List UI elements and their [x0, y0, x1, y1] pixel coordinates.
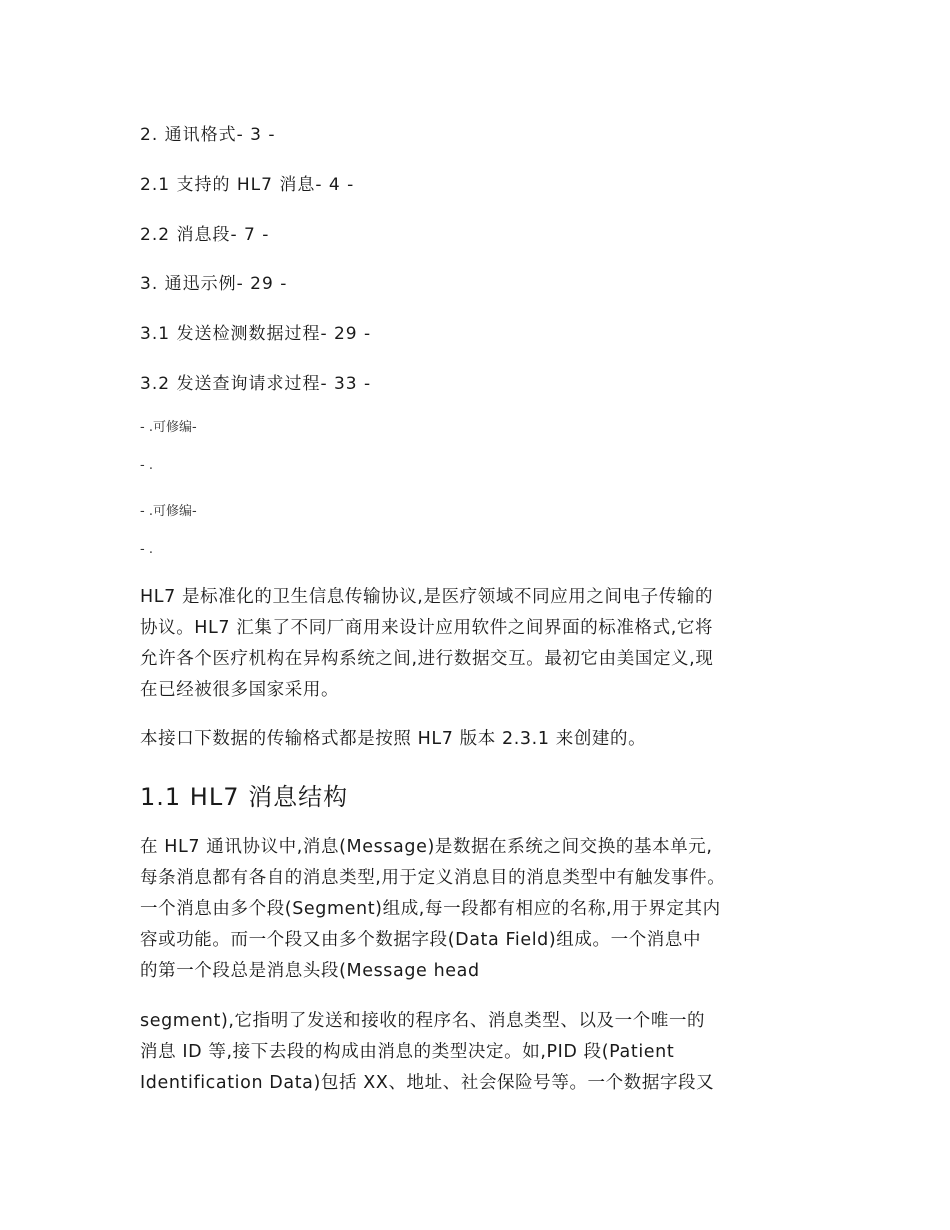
- page-marker-note: - .: [140, 458, 153, 473]
- toc-item-communication-examples: 3. 通迅示例- 29 -: [140, 274, 288, 294]
- text-line: 的第一个段总是消息头段(Message head: [140, 961, 480, 981]
- text-line: 在 HL7 通讯协议中,消息(Message)是数据在系统之间交换的基本单元,: [140, 837, 713, 857]
- toc-item-message-segments: 2.2 消息段- 7 -: [140, 225, 270, 245]
- text-line: 本接口下数据的传输格式都是按照 HL7 版本 2.3.1 来创建的。: [140, 729, 647, 749]
- toc-item-supported-hl7-messages: 2.1 支持的 HL7 消息- 4 -: [140, 175, 355, 195]
- text-line: 允许各个医疗机构在异构系统之间,进行数据交互。最初它由美国定义,现: [140, 649, 714, 669]
- toc-item-send-test-data: 3.1 发送检测数据过程- 29 -: [140, 324, 372, 344]
- text-line: 容或功能。而一个段又由多个数据字段(Data Field)组成。一个消息中: [140, 930, 702, 950]
- structure-paragraph-continued: [140, 1006, 815, 1099]
- text-line: HL7 是标准化的卫生信息传输协议,是医疗领域不同应用之间电子传输的: [140, 587, 714, 607]
- intro-paragraph: [140, 582, 815, 706]
- editable-note: - .可修编-: [140, 504, 197, 519]
- text-line: 一个消息由多个段(Segment)组成,每一段都有相应的名称,用于界定其内: [140, 899, 721, 919]
- toc-item-communication-format: 2. 通讯格式- 3 -: [140, 125, 276, 145]
- editable-note: - .可修编-: [140, 420, 197, 435]
- toc-item-send-query-request: 3.2 发送查询请求过程- 33 -: [140, 374, 372, 394]
- text-line: 协议。HL7 汇集了不同厂商用来设计应用软件之间界面的标准格式,它将: [140, 618, 714, 638]
- text-line: 消息 ID 等,接下去段的构成由消息的类型决定。如,PID 段(Patient: [140, 1042, 675, 1062]
- format-paragraph: [140, 724, 815, 755]
- text-line: Identification Data)包括 XX、地址、社会保险号等。一个数据字段又: [140, 1073, 715, 1093]
- text-line: 在已经被很多国家采用。: [140, 680, 340, 700]
- structure-paragraph: [140, 832, 815, 987]
- text-line: 每条消息都有各自的消息类型,用于定义消息目的消息类型中有触发事件。: [140, 868, 726, 888]
- page-marker-note: - .: [140, 542, 153, 557]
- text-line: segment),它指明了发送和接收的程序名、消息类型、以及一个唯一的: [140, 1011, 706, 1031]
- section-heading: 1.1 HL7 消息结构: [140, 783, 349, 811]
